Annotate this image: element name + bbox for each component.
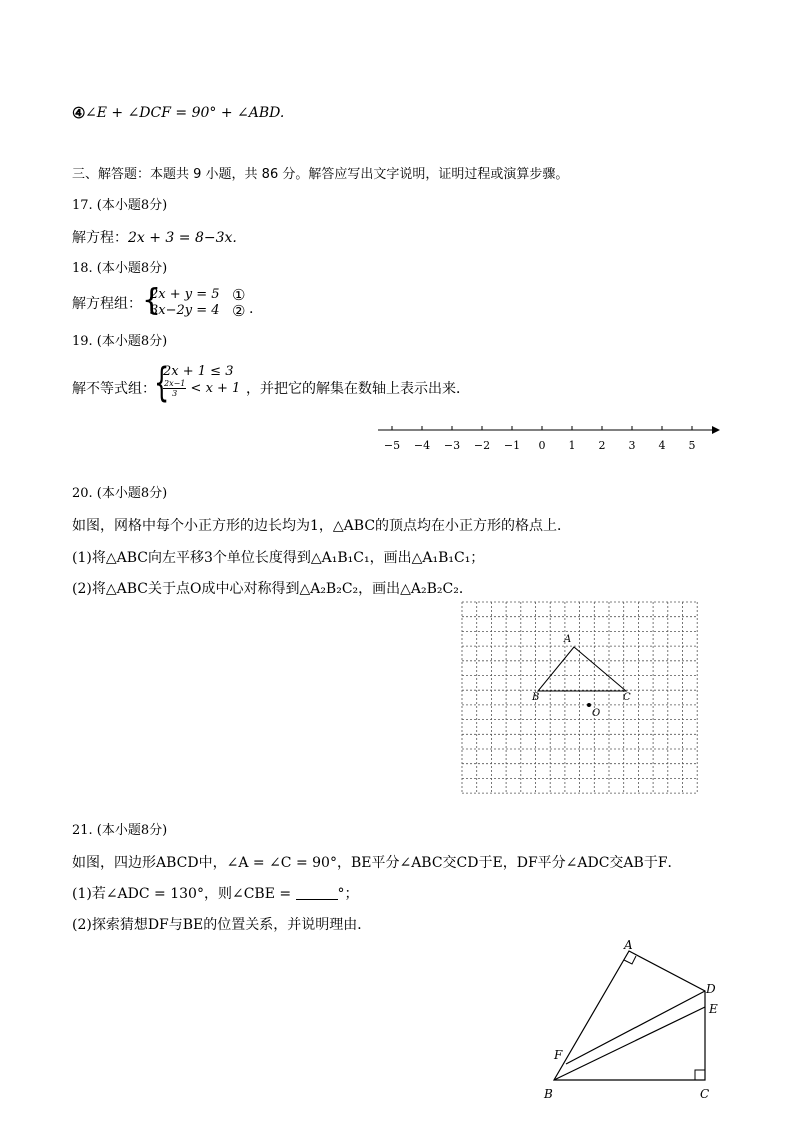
number-line-tick-label: 1 <box>568 439 576 452</box>
q19-instruction: ，并把它的解集在数轴上表示出来． <box>246 381 470 397</box>
q20-part2: (2)将△ABC关于点O成中心对称得到△A₂B₂C₂，画出△A₂B₂C₂． <box>72 581 473 597</box>
q21-intro: 如图，四边形ABCD中，∠A = ∠C = 90°，BE平分∠ABC交CD于E，DF平分∠ADC交AB于F． <box>72 855 682 871</box>
label-c: C <box>700 1087 710 1101</box>
q20-number: 20. (本小题8分) <box>72 486 168 501</box>
q20-grid-figure <box>461 601 703 799</box>
q18-end: . <box>249 301 254 317</box>
number-line-tick-label: −4 <box>413 439 431 452</box>
right-angle-c <box>695 1070 705 1080</box>
circled-number-4: ④ <box>72 103 86 122</box>
label-e: E <box>709 1002 718 1016</box>
segment-df <box>566 991 705 1064</box>
q21-quadrilateral-figure <box>540 935 730 1105</box>
q18-mark1: ① <box>232 286 246 304</box>
q18-mark2: ② <box>232 302 246 320</box>
q17-prompt: 解方程： <box>72 230 128 246</box>
q21-part2: (2)探索猜想DF与BE的位置关系，并说明理由． <box>72 917 372 933</box>
q19-ineq2 <box>163 379 240 398</box>
q18-eq1: 2x + y = 5 <box>150 287 220 302</box>
label-b: B <box>532 692 540 703</box>
q21-part1-prefix: (1)若∠ADC = 130°，则∠CBE = <box>72 886 292 902</box>
q16-formula: ∠E + ∠DCF = 90° + ∠ABD. <box>85 105 285 121</box>
label-b: B <box>544 1087 553 1101</box>
q19-ineq1: 2x + 1 ≤ 3 <box>163 364 234 379</box>
point-o <box>587 703 591 707</box>
number-line-tick-label: −3 <box>443 439 461 452</box>
label-d: D <box>706 982 716 996</box>
q16-statement-4 <box>72 104 284 122</box>
label-f: F <box>554 1048 563 1062</box>
number-line-tick-label: 4 <box>658 439 666 452</box>
q18-brace: { <box>142 283 162 318</box>
section-heading: 三、解答题：本题共 9 小题，共 86 分。解答应写出文字说明，证明过程或演算步骤。 <box>72 167 569 182</box>
label-a: A <box>624 938 633 952</box>
q19-prompt: 解不等式组： <box>72 381 156 397</box>
number-line-tick-label: −1 <box>503 439 521 452</box>
number-line-tick-label: 5 <box>688 439 696 452</box>
q18-prompt: 解方程组： <box>72 296 142 312</box>
q19-number: 19. (本小题8分) <box>72 334 168 349</box>
q19-brace: { <box>154 360 170 406</box>
q17-number: 17. (本小题8分) <box>72 198 168 213</box>
q18-number: 18. (本小题8分) <box>72 261 168 276</box>
q17-body <box>72 229 237 247</box>
number-line-tick-label: −5 <box>383 439 401 452</box>
q21-answer-blank[interactable] <box>296 887 338 900</box>
q21-part1-suffix: °； <box>337 886 359 902</box>
segment-be <box>554 1007 705 1080</box>
label-a: A <box>564 634 572 645</box>
quadrilateral-abcd <box>554 951 705 1080</box>
number-line-tick-label: 2 <box>598 439 606 452</box>
number-line-tick-label: −2 <box>473 439 491 452</box>
q19-frac-den: 3 <box>172 389 178 398</box>
number-line-arrow <box>712 426 720 434</box>
q20-part1: (1)将△ABC向左平移3个单位长度得到△A₁B₁C₁，画出△A₁B₁C₁； <box>72 550 485 566</box>
q21-number: 21. (本小题8分) <box>72 823 168 838</box>
q20-intro: 如图，网格中每个小正方形的边长均为1，△ABC的顶点均在小正方形的格点上． <box>72 518 572 534</box>
label-o: O <box>592 708 601 719</box>
q17-equation: 2x + 3 = 8−3x. <box>128 230 237 246</box>
number-line <box>370 418 730 458</box>
q19-fraction <box>163 379 186 398</box>
number-line-tick-label: 3 <box>628 439 636 452</box>
label-c: C <box>623 692 631 703</box>
q21-part1 <box>72 885 359 903</box>
q18-eq2: 3x−2y = 4 <box>150 303 220 318</box>
number-line-tick-label: 0 <box>538 439 546 452</box>
q19-ineq2-rhs: < x + 1 <box>190 381 241 396</box>
triangle-abc <box>538 647 626 691</box>
q19-frac-num: 2x−1 <box>164 379 186 388</box>
